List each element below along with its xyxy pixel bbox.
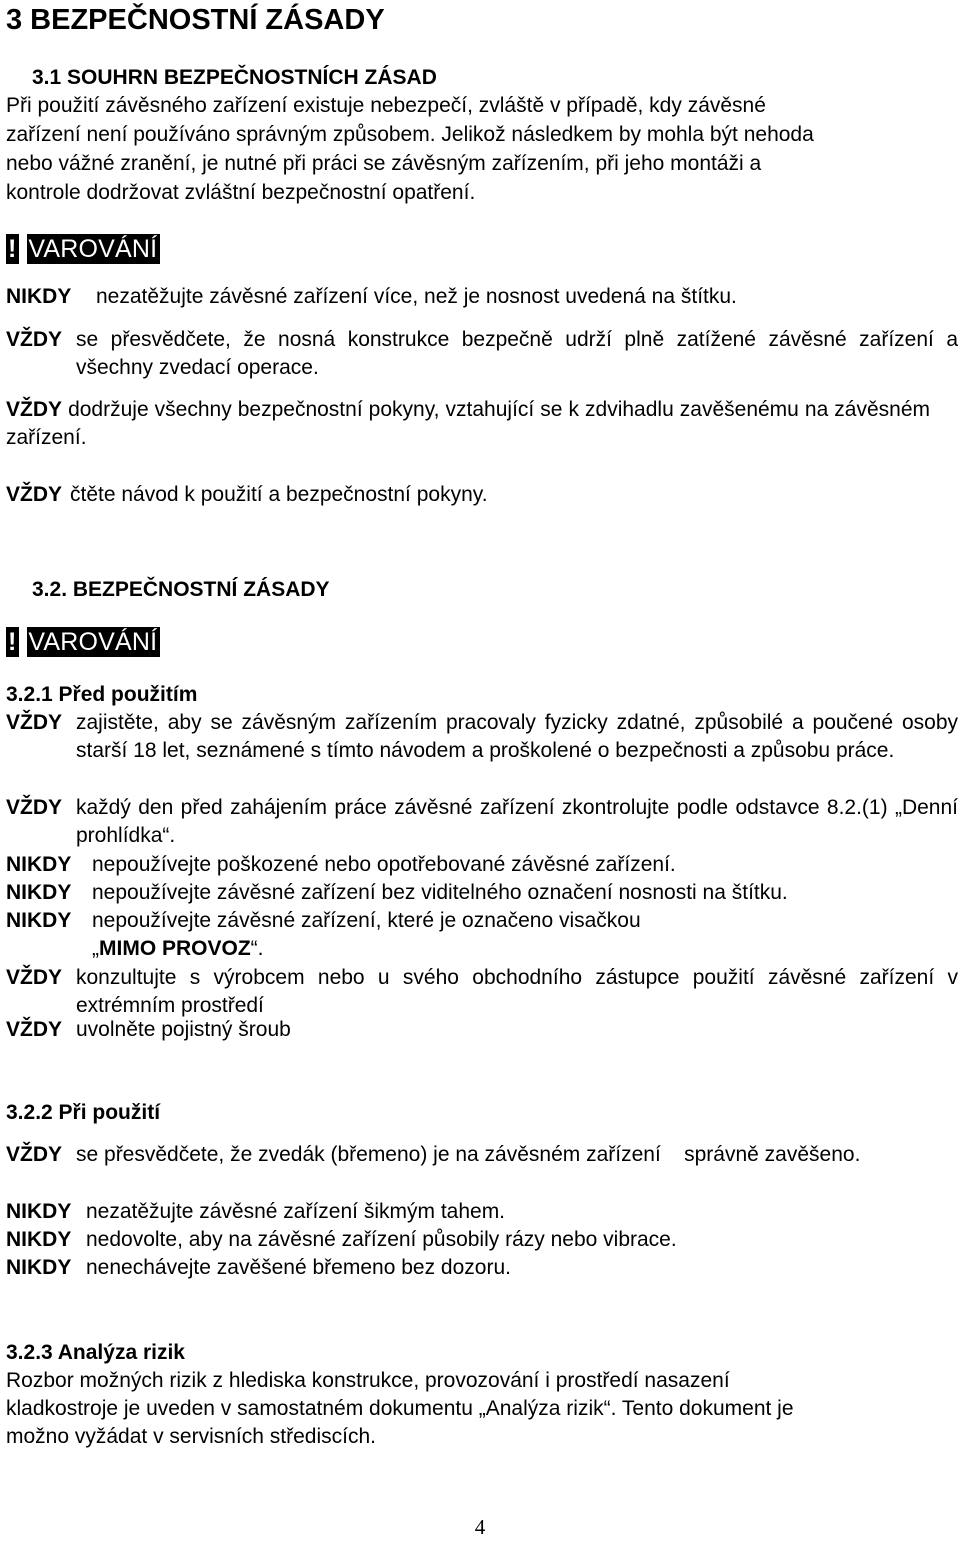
rule-text: nepoužívejte závěsné zařízení, které je označeno visačkou bbox=[92, 909, 641, 932]
rule-keyword: VŽDY bbox=[6, 966, 63, 989]
rule-keyword: VŽDY bbox=[6, 711, 63, 734]
warning-label: VAROVÁNÍ bbox=[27, 234, 160, 264]
section-heading-3-1: 3.1 SOUHRN BEZPEČNOSTNÍCH ZÁSAD bbox=[32, 66, 437, 89]
rule-item bbox=[6, 481, 958, 509]
rule-text: čtěte návod k použití a bezpečnostní pokyny. bbox=[70, 483, 488, 506]
rule-item bbox=[6, 283, 958, 311]
rule-keyword: NIKDY bbox=[6, 1200, 72, 1223]
rule-text: nedovolte, aby na závěsné zařízení působily rázy nebo vibrace. bbox=[86, 1228, 677, 1251]
rule-text-continued: „MIMO PROVOZ“. bbox=[92, 937, 264, 960]
rule-keyword: NIKDY bbox=[6, 909, 72, 932]
rule-text: nezatěžujte závěsné zařízení šikmým tahem. bbox=[86, 1200, 506, 1223]
rule-keyword: NIKDY bbox=[6, 1228, 72, 1251]
paragraph-line: možno vyžádat v servisních střediscích. bbox=[6, 1425, 376, 1448]
rule-item bbox=[6, 1016, 958, 1044]
rule-keyword: VŽDY bbox=[6, 1018, 63, 1041]
rule-text: se přesvědčete, že nosná konstrukce bezpečně udrží plně zatížené závěsné zařízení a všechny zvedací operace. bbox=[76, 328, 958, 379]
rule-keyword: VŽDY bbox=[6, 483, 63, 506]
rule-keyword: NIKDY bbox=[6, 853, 72, 876]
section-heading-3-2: 3.2. BEZPEČNOSTNÍ ZÁSADY bbox=[32, 578, 330, 601]
page-number: 4 bbox=[474, 1515, 486, 1539]
rule-text: každý den před zahájením práce závěsné zařízení zkontrolujte podle odstavce 8.2.(1) „Denní prohlídka“. bbox=[76, 796, 958, 847]
rule-text: VŽDY dodržuje všechny bezpečnostní pokyny, vztahující se k zdvihadlu zavěšenému na závěsném zařízení. bbox=[6, 398, 930, 449]
paragraph-line: nebo vážné zranění, je nutné při práci se závěsným zařízením, při jeho montáži a bbox=[6, 152, 762, 175]
rule-keyword: NIKDY bbox=[6, 881, 72, 904]
chapter-title: 3 BEZPEČNOSTNÍ ZÁSADY bbox=[6, 4, 385, 36]
rule-text: konzultujte s výrobcem nebo u svého obchodního zástupce použití závěsné zařízení v extrémním prostředí bbox=[76, 966, 958, 1017]
rule-item bbox=[6, 907, 958, 963]
rule-item bbox=[6, 1254, 958, 1282]
rule-keyword: NIKDY bbox=[6, 285, 72, 308]
warning-label: VAROVÁNÍ bbox=[27, 627, 160, 657]
paragraph-line: Rozbor možných rizik z hlediska konstrukce, provozování i prostředí nasazení bbox=[6, 1369, 730, 1392]
rule-keyword: NIKDY bbox=[6, 1256, 72, 1279]
warning-icon: ! bbox=[6, 627, 19, 657]
warning-icon: ! bbox=[6, 234, 19, 264]
rule-item bbox=[6, 396, 958, 452]
rule-item bbox=[6, 964, 958, 1020]
rule-item bbox=[6, 326, 958, 382]
rule-text: nenechávejte zavěšené břemeno bez dozoru. bbox=[86, 1256, 511, 1279]
rule-item bbox=[6, 709, 958, 793]
rule-item bbox=[6, 1226, 958, 1254]
rule-text: se přesvědčete, že zvedák (břemeno) je na závěsném zařízení správně zavěšeno. bbox=[76, 1143, 861, 1166]
rule-text: zajistěte, aby se závěsným zařízením pracovaly fyzicky zdatné, způsobilé a poučené osoby starší 18 let, seznámené s tímto návodem a proškolené o bezpečnosti a způsobu práce. bbox=[76, 711, 958, 762]
rule-keyword: VŽDY bbox=[6, 796, 63, 819]
subsection-heading-3-2-3: 3.2.3 Analýza rizik bbox=[6, 1341, 185, 1364]
out-of-service-tag: MIMO PROVOZ bbox=[99, 937, 251, 960]
warning-banner bbox=[6, 234, 160, 264]
paragraph-line: Při použití závěsného zařízení existuje nebezpečí, zvláště v případě, kdy závěsné bbox=[6, 94, 766, 117]
subsection-heading-3-2-2: 3.2.2 Při použití bbox=[6, 1101, 161, 1124]
paragraph-line: zařízení není používáno správným způsobem. Jelikož následkem by mohla být nehoda bbox=[6, 123, 814, 146]
subsection-heading-3-2-1: 3.2.1 Před použitím bbox=[6, 683, 198, 706]
rule-item bbox=[6, 851, 958, 879]
rule-text: nepoužívejte závěsné zařízení bez viditelného označení nosnosti na štítku. bbox=[92, 881, 788, 904]
rule-item bbox=[6, 1141, 958, 1197]
rule-item bbox=[6, 1198, 958, 1226]
rule-keyword: VŽDY bbox=[6, 398, 63, 421]
rule-text: nepoužívejte poškozené nebo opotřebované závěsné zařízení. bbox=[92, 853, 676, 876]
rule-keyword: VŽDY bbox=[6, 1143, 63, 1166]
rule-text: uvolněte pojistný šroub bbox=[76, 1018, 291, 1041]
paragraph-line: kladkostroje je uveden v samostatném dokumentu „Analýza rizik“. Tento dokument je bbox=[6, 1397, 794, 1420]
rule-item bbox=[6, 794, 958, 850]
rule-keyword: VŽDY bbox=[6, 328, 63, 351]
rule-text: nezatěžujte závěsné zařízení více, než je nosnost uvedená na štítku. bbox=[96, 285, 737, 308]
warning-banner bbox=[6, 627, 160, 657]
rule-item bbox=[6, 879, 958, 907]
paragraph-line: kontrole dodržovat zvláštní bezpečnostní opatření. bbox=[6, 181, 476, 204]
